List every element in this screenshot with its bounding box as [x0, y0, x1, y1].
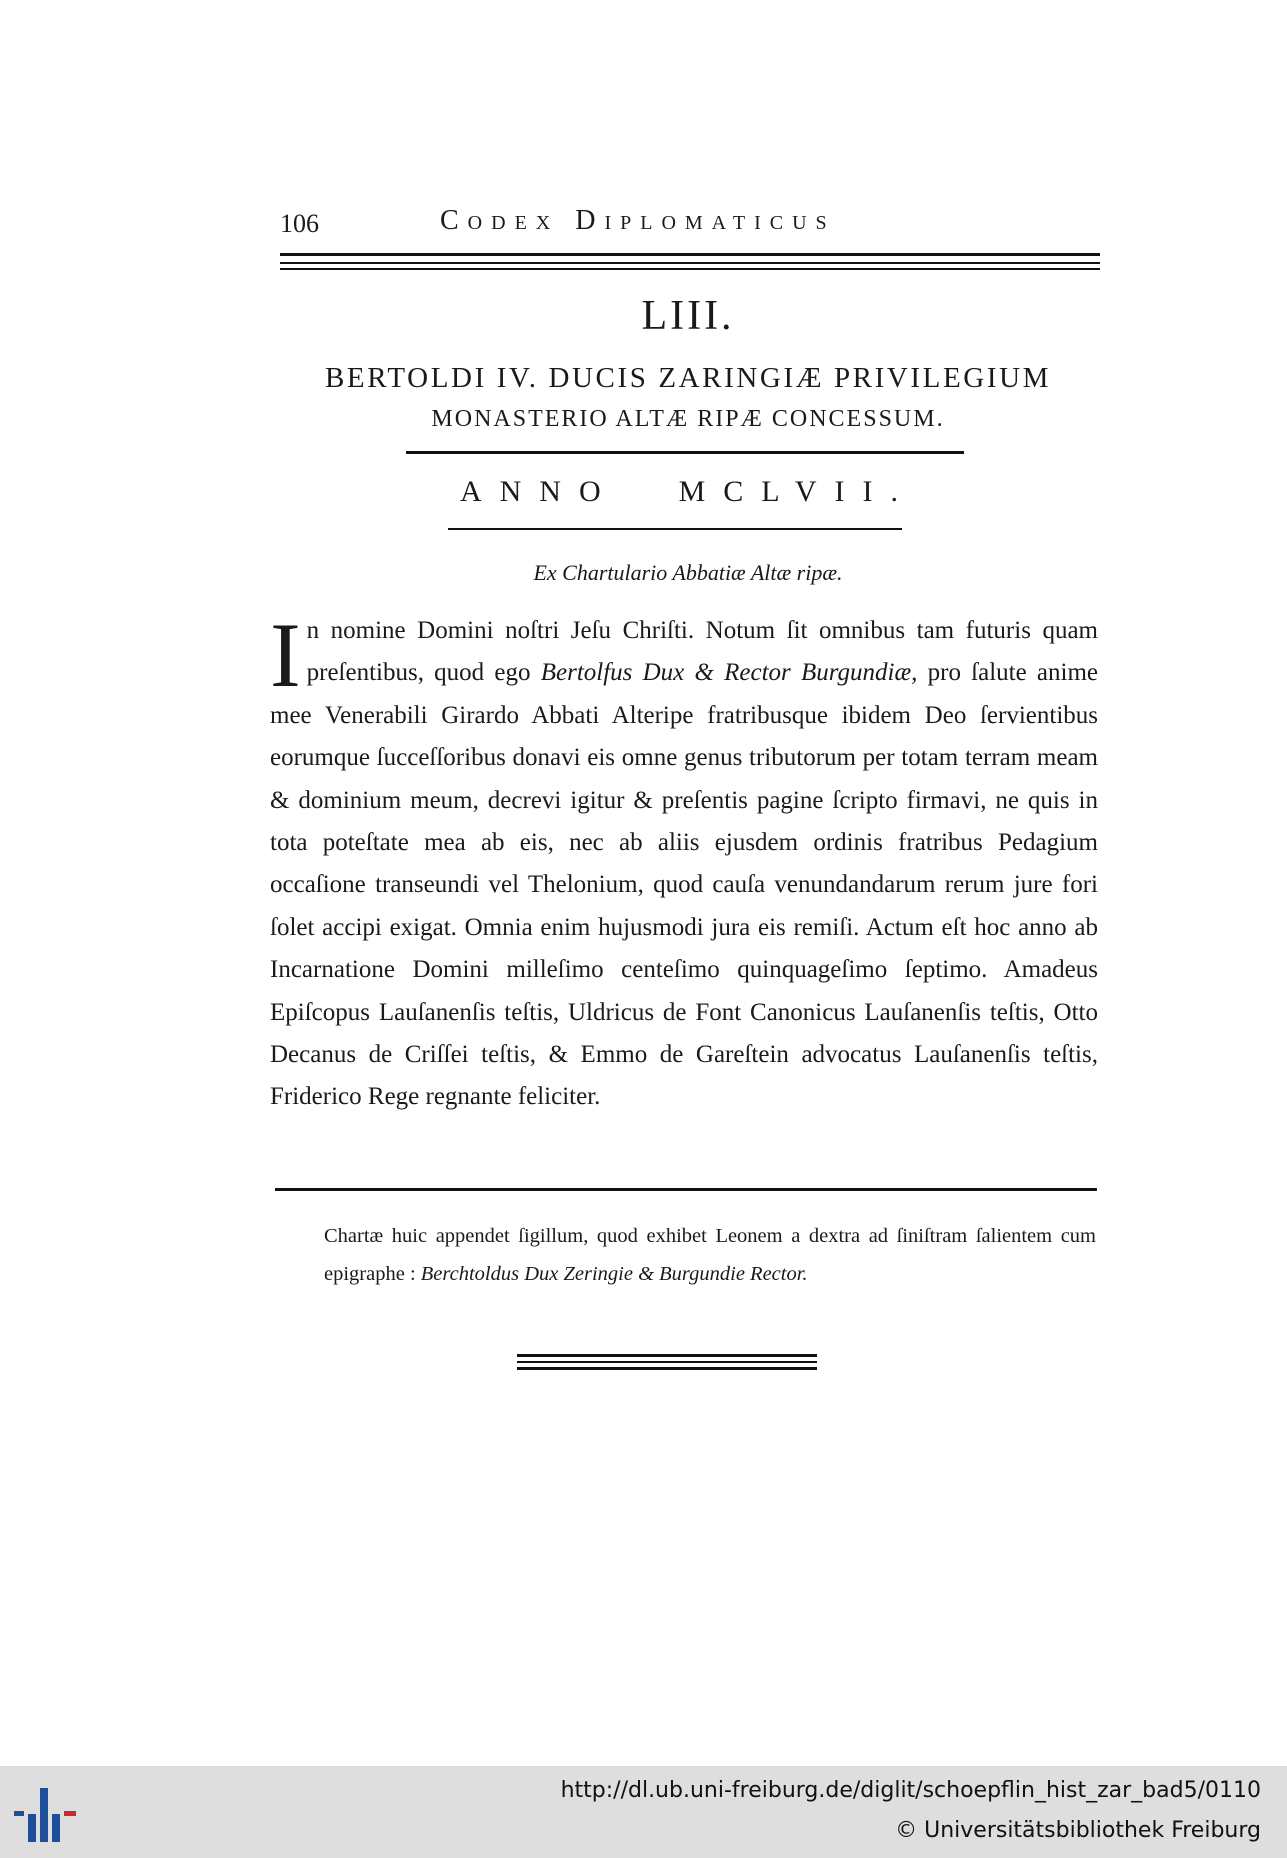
permalink-url[interactable]: http://dl.ub.uni-freiburg.de/diglit/schoepflin_hist_zar_bad5/0110	[560, 1778, 1261, 1803]
drop-cap: I	[270, 604, 301, 706]
year-label: ANNO	[459, 475, 619, 508]
document-year	[270, 475, 1106, 509]
seal-epigraph: Berchtoldus Dux Zeringie & Burgundie Rector.	[420, 1262, 808, 1285]
header-rule-thin	[280, 262, 1100, 264]
running-head	[280, 205, 1100, 245]
grantor-name: Bertolfus Dux & Rector Burgundiæ,	[540, 659, 918, 687]
document-number: LIII.	[641, 293, 735, 339]
year-rule	[448, 528, 902, 530]
page-number: 106	[280, 209, 319, 238]
document-title: BERTOLDI IV. DUCIS ZARINGIÆ PRIVILEGIUM	[324, 362, 1052, 394]
running-title: Codex Diplomaticus	[440, 205, 836, 236]
document-subtitle: MONASTERIO ALTÆ RIPÆ CONCESSUM.	[431, 406, 945, 432]
title-rule	[406, 451, 964, 454]
text-end-rule	[275, 1188, 1097, 1191]
closing-rule-2	[517, 1361, 817, 1363]
header-rule-bottom	[280, 268, 1100, 270]
closing-rule-3	[517, 1367, 817, 1370]
charter-text-part2: pro ſalute anime mee Venerabili Girardo Abbati Alteripe fratribusque ibidem Deo ſervientibus eorumque ſucceſſoribus donavi eis omne genus tributorum per totam terram meam & dominium meum, decrevi igitur & preſentis pagine ſcripto firmavi, ne quis in tota poteſtate mea ab eis, nec ab aliis ejusdem ordinis fratribus Pedagium occaſione transeundi vel Thelonium, quod cauſa venundandarum rerum jure fori ſolet accipi exigat. Omnia enim hujusmodi jura eis remiſi. Actum eſt hoc anno ab Incarnatione Domini milleſimo centeſimo quinquageſimo ſeptimo. Amadeus Epiſcopus Lauſanenſis teſtis, Uldricus de Font Canonicus Lauſanenſis teſtis, Otto Decanus de Criſſei teſtis, & Emmo de Gareſtein advocatus Lauſanenſis teſtis, Friderico Rege regnante feliciter.	[270, 659, 1098, 1111]
closing-rule-1	[517, 1354, 817, 1357]
seal-note-text: Chartæ huic appendet ſigillum, quod exhibet Leonem a dextra ad ſiniſtram ſalientem cum epigraphe :	[324, 1225, 1096, 1285]
viewer-footer	[0, 1766, 1287, 1858]
ub-freiburg-logo-icon[interactable]	[14, 1784, 84, 1842]
header-rule-thick	[280, 253, 1100, 256]
year-value: MCLVII.	[678, 475, 917, 508]
seal-note	[324, 1218, 1096, 1293]
charter-text	[270, 604, 1098, 1119]
copyright-notice: © Universitätsbibliothek Freiburg	[895, 1818, 1261, 1843]
source-citation: Ex Chartulario Abbatiæ Altæ ripæ.	[533, 560, 843, 585]
charter-text-part1: n nomine Domini noſtri Jeſu Chriſti. Notum ſit omnibus tam futuris quam preſentibus, quod ego	[306, 617, 1098, 687]
